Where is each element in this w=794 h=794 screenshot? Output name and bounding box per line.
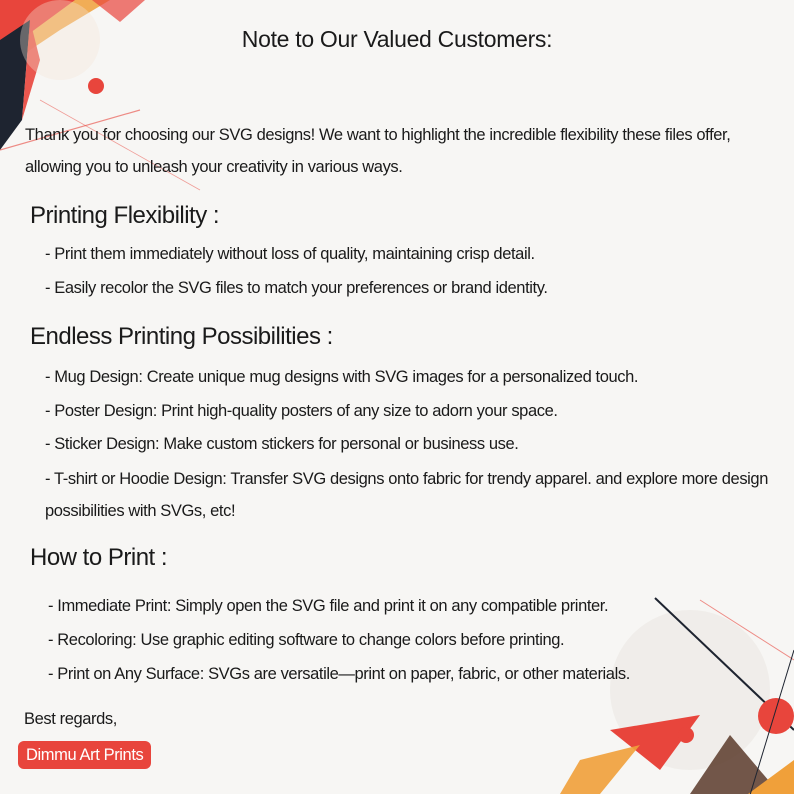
brand-badge: Dimmu Art Prints (18, 741, 151, 769)
list-item-text: - T-shirt or Hoodie Design: Transfer SVG designs onto fabric for trendy apparel. and explore more design possibilities with SVGs, etc! (45, 470, 768, 520)
signoff-text: Best regards, (24, 710, 117, 728)
list-item: - Print them immediately without loss of quality, maintaining crisp detail. (45, 245, 535, 263)
list-item: - Mug Design: Create unique mug designs with SVG images for a personalized touch. (45, 368, 639, 386)
list-item: - Sticker Design: Make custom stickers for personal or business use. (45, 435, 519, 453)
section-heading-printing-flexibility: Printing Flexibility : (30, 202, 220, 229)
intro-paragraph: Thank you for choosing our SVG designs! We want to highlight the incredible flexibility these files offer, allowing you to unleash your creativity in various ways. (25, 126, 731, 176)
list-item (45, 463, 768, 527)
page-title: Note to Our Valued Customers: (241, 26, 553, 52)
list-item: - Easily recolor the SVG files to match your preferences or brand identity. (45, 279, 548, 297)
list-item: - Poster Design: Print high-quality posters of any size to adorn your space. (45, 402, 558, 420)
list-item: - Immediate Print: Simply open the SVG file and print it on any compatible printer. (48, 597, 609, 615)
list-item: - Recoloring: Use graphic editing software to change colors before printing. (48, 631, 565, 649)
section-heading-how-to-print: How to Print : (30, 544, 168, 571)
bottom-right-decoration (560, 598, 794, 794)
list-item: - Print on Any Surface: SVGs are versatile—print on paper, fabric, or other materials. (48, 665, 630, 683)
section-heading-endless-printing: Endless Printing Possibilities : (30, 323, 333, 350)
